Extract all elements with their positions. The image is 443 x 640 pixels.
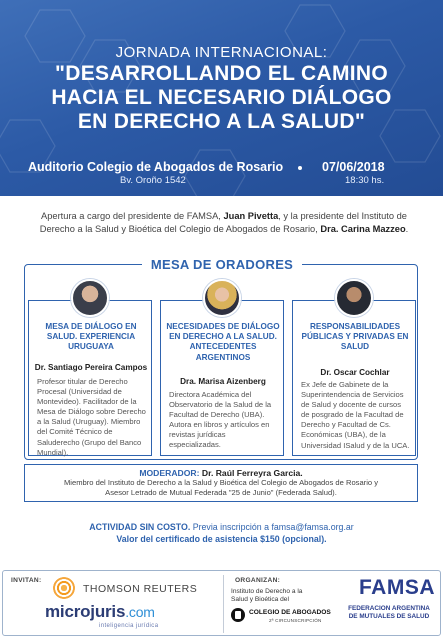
intro-text: . bbox=[405, 223, 409, 234]
thomson-reuters-name: THOMSON REUTERS bbox=[83, 583, 198, 595]
certificate-info: Valor del certificado de asistencia $150 (opcional). bbox=[116, 534, 327, 544]
famsa-subtitle-line: FEDERACION ARGENTINA bbox=[348, 605, 430, 612]
thomson-reuters-logo-icon bbox=[53, 577, 75, 599]
speaker-bio: Directora Académica del Observatorio de la Salud de la Facultad de Derecho (UBA). Autora en libros y artículos en revistas jurídicas especializadas. bbox=[169, 390, 272, 450]
intro-text: , y la presidente del Instituto de Derecho a la Salud y Bioética del Colegio de Abogados de Rosario, bbox=[39, 211, 407, 234]
event-date: 07/06/2018 bbox=[322, 160, 385, 174]
speaker-photo bbox=[335, 279, 373, 317]
speaker-bio: Ex Jefe de Gabinete de la Superintendencia de Servicios de Salud y docente de cursos de posgrado de la Facultad de Derecho y Facultad de Cs. Económicas (UBA), de la Universidad ISalud y de la UCA. bbox=[301, 380, 410, 450]
organizan-label: ORGANIZAN: bbox=[235, 577, 281, 584]
moderator-heading bbox=[25, 468, 417, 478]
speaker-name: Dr. Oscar Cochlar bbox=[320, 368, 390, 377]
microjuris-tagline: inteligencia jurídica bbox=[99, 623, 159, 629]
registration-info[interactable]: Previa inscripción a famsa@famsa.org.ar bbox=[192, 522, 354, 532]
invitan-label: INVITAN: bbox=[11, 577, 42, 584]
panel-title: MESA DE ORADORES bbox=[142, 255, 302, 275]
colegio-abogados-name: COLEGIO DE ABOGADOS bbox=[249, 609, 331, 616]
event-title-line: "DESARROLLANDO EL CAMINO bbox=[55, 62, 388, 85]
activity-info bbox=[0, 521, 443, 545]
intro-name: Juan Pivetta bbox=[223, 211, 279, 221]
intro-name: Dra. Carina Mazzeo bbox=[320, 223, 406, 234]
event-venue: Auditorio Colegio de Abogados de Rosario bbox=[28, 160, 284, 174]
speaker-topic: MESA DE DIÁLOGO EN SALUD. EXPERIENCIA URUGUAYA bbox=[45, 322, 137, 352]
speaker-topic: NECESIDADES DE DIÁLOGO EN DERECHO A LA SALUD. ANTECEDENTES ARGENTINOS bbox=[166, 322, 280, 362]
microjuris-logo bbox=[45, 602, 155, 622]
speaker-photo bbox=[203, 279, 241, 317]
moderator-description: Miembro del Instituto de Derecho a la Salud y Bioética del Colegio de Abogados de Rosario y bbox=[63, 478, 379, 487]
institute-name: Instituto de Derecho a la Salud y Bioética del bbox=[231, 588, 303, 604]
separator-dot bbox=[298, 166, 302, 170]
moderator-name: Dr. Raúl Ferreyra Garcia. bbox=[201, 468, 303, 478]
event-title-line: EN DERECHO A LA SALUD" bbox=[77, 110, 366, 133]
speaker-name: Dr. Santiago Pereira Campos bbox=[34, 363, 148, 372]
sponsors-footer bbox=[2, 570, 441, 636]
speaker-photo bbox=[71, 279, 109, 317]
event-kicker: JORNADA INTERNACIONAL: bbox=[115, 44, 328, 61]
moderator-description: Asesor Letrado de Mutual Federada "25 de Junio" (Federada Salud). bbox=[105, 488, 337, 497]
free-activity-label: ACTIVIDAD SIN COSTO. bbox=[89, 522, 191, 532]
moderator-label: MODERADOR: bbox=[139, 468, 200, 478]
event-header bbox=[0, 0, 443, 196]
event-address: Bv. Oroño 1542 bbox=[120, 175, 186, 186]
speaker-card bbox=[292, 300, 416, 456]
famsa-subtitle-line: DE MUTUALES DE SALUD bbox=[348, 613, 430, 620]
colegio-abogados-sub: 2ª CIRCUNSCRIPCIÓN bbox=[269, 618, 322, 623]
microjuris-domain: .com bbox=[125, 604, 155, 620]
microjuris-name: microjuris bbox=[45, 602, 126, 621]
event-title-line: HACIA EL NECESARIO DIÁLOGO bbox=[51, 86, 392, 109]
moderator-box bbox=[24, 464, 418, 502]
intro-text: Apertura a cargo del presidente de FAMSA, bbox=[41, 211, 224, 221]
opening-remarks bbox=[24, 210, 424, 235]
event-title bbox=[10, 62, 433, 134]
speaker-card bbox=[160, 300, 284, 456]
event-time: 18:30 hs. bbox=[345, 175, 385, 186]
famsa-subtitle bbox=[339, 605, 439, 621]
famsa-logo: FAMSA bbox=[359, 576, 435, 599]
speaker-name: Dra. Marisa Aizenberg bbox=[180, 377, 266, 386]
colegio-abogados-logo-icon bbox=[231, 608, 245, 622]
footer-divider bbox=[223, 575, 224, 633]
speaker-topic: RESPONSABILIDADES PÚBLICAS Y PRIVADAS EN SALUD bbox=[301, 322, 409, 352]
speaker-bio: Profesor titular de Derecho Procesal (Universidad de Montevideo). Facilitador de la Mesa de Diálogo sobre Derecho a la Salud (Uruguay). Miembro del Comité Técnico de Saluderecho (Grupo del Banco Mundial). bbox=[37, 377, 146, 457]
speaker-card bbox=[28, 300, 152, 456]
